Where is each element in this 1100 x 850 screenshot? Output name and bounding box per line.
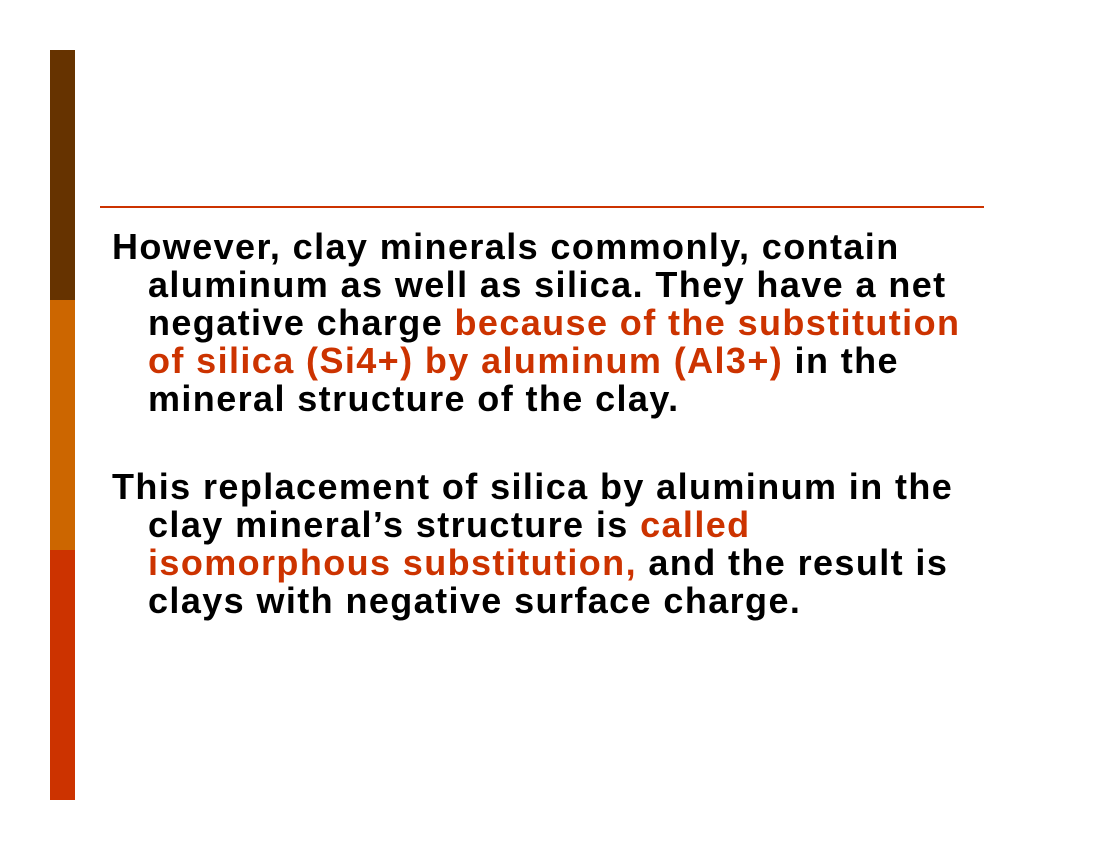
side-bar-bottom-segment — [50, 550, 75, 800]
paragraph-2-text: This replacement of silica by aluminum in the clay mineral’s structure is — [112, 466, 954, 545]
paragraph-2-highlight: called isomorphous substitution, — [148, 504, 751, 583]
paragraph-2-text-end: and the result is clays with negative surface charge. — [148, 542, 949, 621]
paragraph-1-text-end: in the mineral structure of the clay. — [148, 340, 899, 419]
paragraph-isomorphous-substitution — [112, 468, 992, 620]
title-divider-line — [100, 206, 984, 208]
side-bar-top-segment — [50, 50, 75, 300]
slide-body — [112, 228, 992, 670]
paragraph-1-text: However, clay minerals commonly, contain aluminum as well as silica. They have a net negative charge — [112, 226, 947, 343]
side-bar-middle-segment — [50, 300, 75, 550]
paragraph-clay-charge — [112, 228, 992, 418]
decorative-side-bar — [50, 50, 75, 800]
paragraph-1-highlight: because of the substitution of silica (Si4+) by aluminum (Al3+) — [148, 302, 961, 381]
